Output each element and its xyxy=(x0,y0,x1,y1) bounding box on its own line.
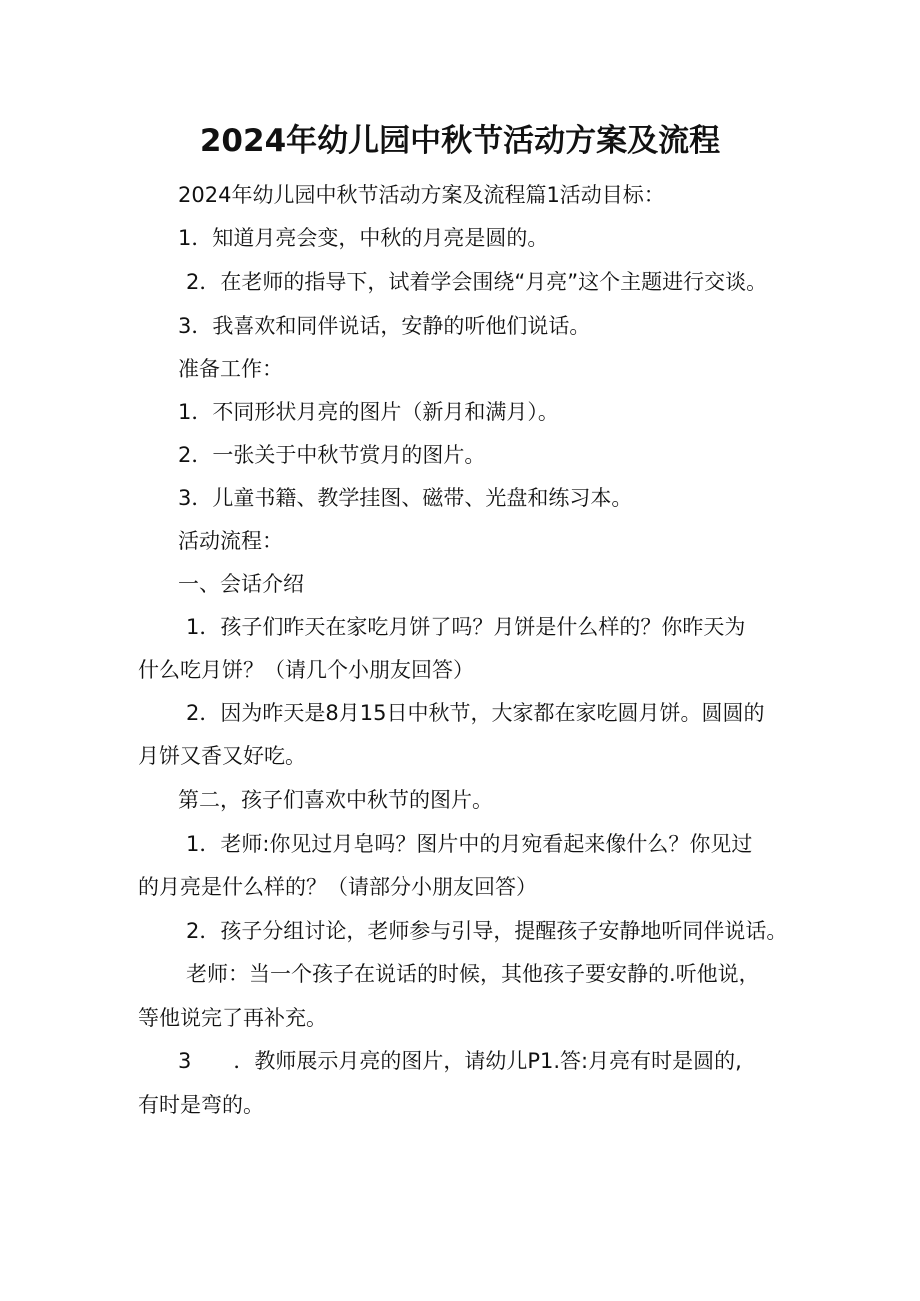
paragraph-line: 有时是弯的。 xyxy=(138,1093,264,1117)
paragraph-line: 月饼又香又好吃。 xyxy=(138,744,306,768)
paragraph-line: 2024年幼儿园中秋节活动方案及流程篇1活动目标： xyxy=(178,183,665,207)
paragraph-line: 1．知道月亮会变，中秋的月亮是圆的。 xyxy=(178,226,549,250)
paragraph-line: 2．在老师的指导下，试着学会围绕“月亮”这个主题进行交谈。 xyxy=(186,270,768,294)
paragraph-line: 1．老师:你见过月皂吗？图片中的月宛看起来像什么？你见过 xyxy=(186,832,753,856)
paragraph-line: 3 ．教师展示月亮的图片，请幼儿P1.答:月亮有时是圆的, xyxy=(178,1049,742,1073)
paragraph-line: 3．儿童书籍、教学挂图、磁带、光盘和练习本。 xyxy=(178,486,633,510)
paragraph-line: 1．孩子们昨天在家吃月饼了吗？月饼是什么样的？你昨天为 xyxy=(186,615,746,639)
paragraph-line: 1．不同形状月亮的图片（新月和满月）。 xyxy=(178,400,559,424)
paragraph-line: 2．孩子分组讨论，老师参与引导，提醒孩子安静地听同伴说话。 xyxy=(186,919,788,943)
paragraph-line: 等他说完了再补充。 xyxy=(138,1006,327,1030)
paragraph-line: 的月亮是什么样的？（请部分小朋友回答） xyxy=(138,875,537,899)
paragraph-line: 第二，孩子们喜欢中秋节的图片。 xyxy=(178,788,493,812)
paragraph-line: 活动流程： xyxy=(178,529,283,553)
paragraph-line: 一、会话介绍 xyxy=(178,572,304,596)
document-title: 2024年幼儿园中秋节活动方案及流程 xyxy=(199,123,721,159)
paragraph-line: 老师：当一个孩子在说话的时候，其他孩子要安静的.听他说， xyxy=(186,962,760,986)
paragraph-line: 2．因为昨天是8月15日中秋节，大家都在家吃圆月饼。圆圆的 xyxy=(186,701,765,725)
paragraph-line: 准备工作： xyxy=(178,357,283,381)
paragraph-line: 什么吃月饼？（请几个小朋友回答） xyxy=(138,658,474,682)
paragraph-line: 2．一张关于中秋节赏月的图片。 xyxy=(178,443,486,467)
paragraph-line: 3．我喜欢和同伴说话，安静的听他们说话。 xyxy=(178,314,591,338)
